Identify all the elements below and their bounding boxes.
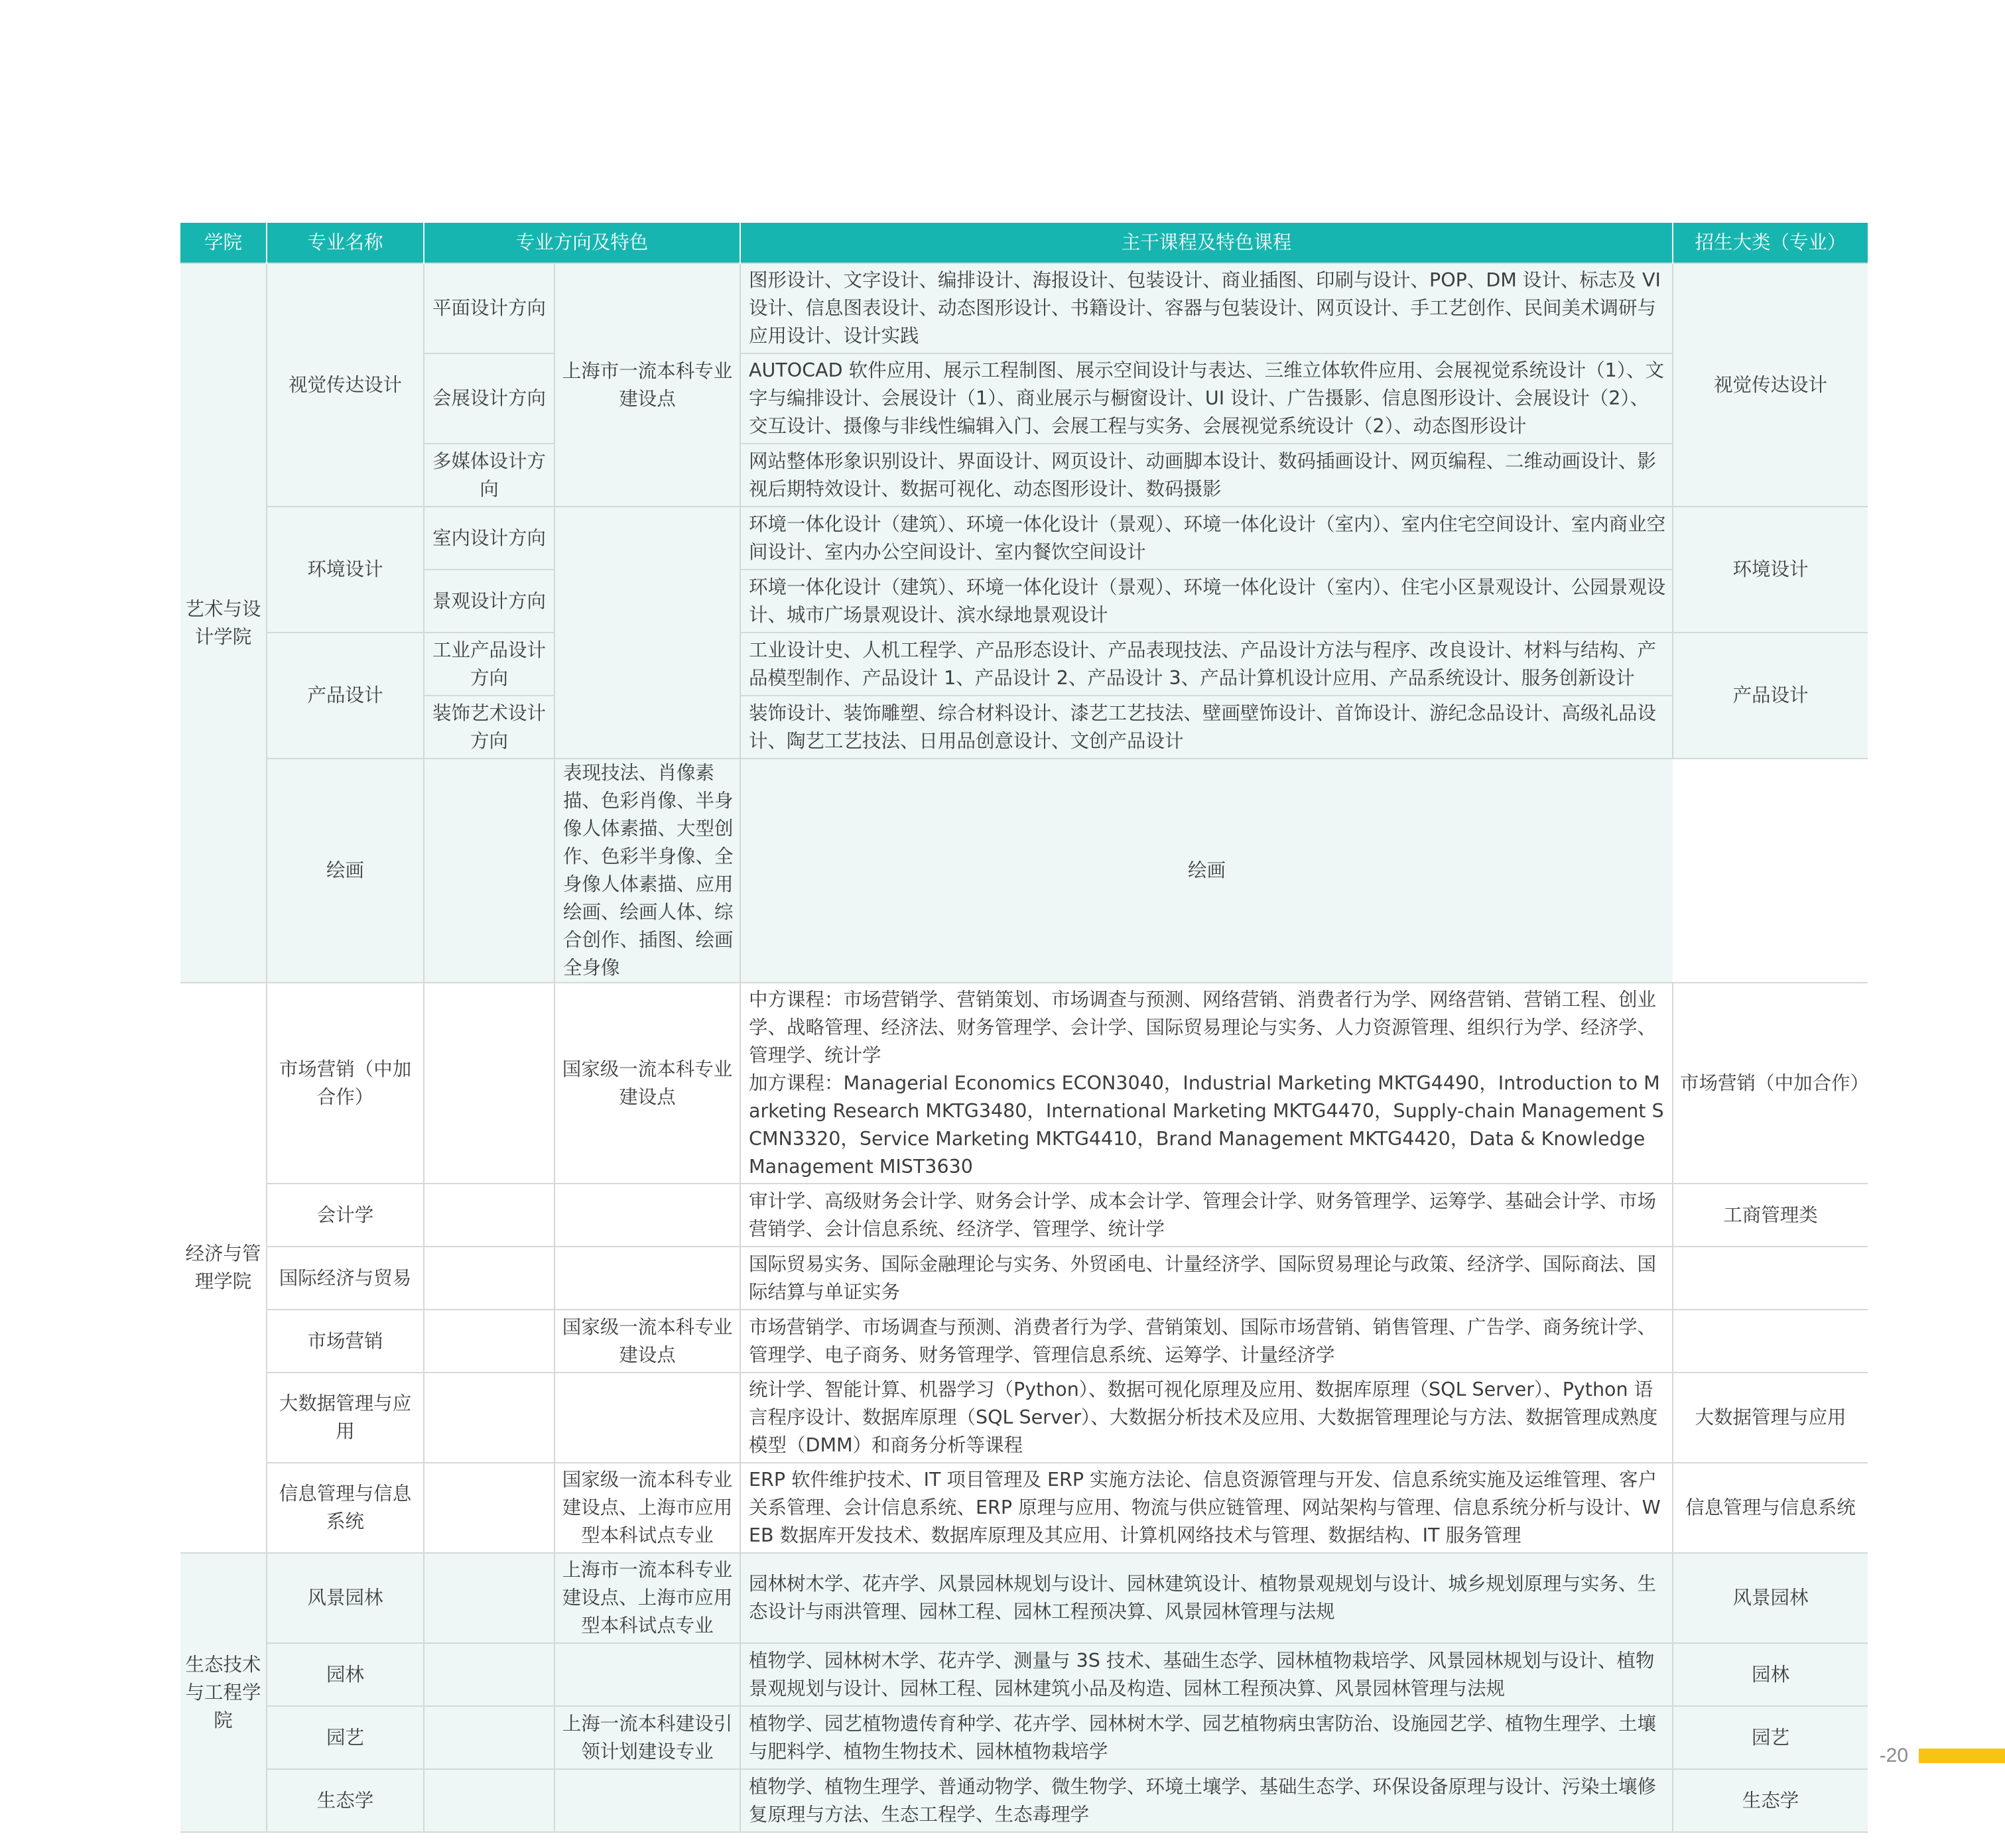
major-name: 风景园林 — [267, 1553, 424, 1643]
major-feature-empty — [554, 1769, 740, 1832]
course-list: 植物学、园艺植物遗传育种学、花卉学、园林树木学、园艺植物病虫害防治、设施园艺学、植物生理学、土壤与肥料学、植物生物技术、园林植物栽培学 — [740, 1706, 1673, 1769]
college-name: 经济与管理学院 — [180, 983, 267, 1553]
header-direction: 专业方向及特色 — [424, 223, 740, 263]
direction-empty — [424, 1184, 554, 1247]
major-name: 环境设计 — [267, 507, 424, 633]
major-feature-empty — [554, 1247, 740, 1310]
course-list: 图形设计、文字设计、编排设计、海报设计、包装设计、商业插图、印刷与设计、POP、DM 设计、标志及 VI 设计、信息图表设计、动态图形设计、书籍设计、容器与包装设计、网页设计、手工艺创作、民间美术调研与应用设计、设计实践 — [740, 263, 1673, 353]
header-major: 专业名称 — [267, 223, 424, 263]
enrollment-category: 园林 — [1673, 1643, 1868, 1706]
direction-empty — [424, 1247, 554, 1310]
major-feature-empty — [554, 1643, 740, 1706]
header-courses: 主干课程及特色课程 — [740, 223, 1673, 263]
table-header — [180, 223, 1868, 263]
enrollment-category: 生态学 — [1673, 1769, 1868, 1832]
direction-empty — [424, 1310, 554, 1373]
table-row — [180, 353, 1868, 444]
major-name: 市场营销（中加合作） — [267, 983, 424, 1184]
major-name: 生态学 — [267, 1769, 424, 1832]
course-list: 装饰设计、装饰雕塑、综合材料设计、漆艺工艺技法、壁画壁饰设计、首饰设计、游纪念品设计、高级礼品设计、陶艺工艺技法、日用品创意设计、文创产品设计 — [740, 696, 1673, 759]
enrollment-category: 市场营销（中加合作） — [1673, 983, 1868, 1184]
table-row — [180, 1247, 1868, 1310]
enrollment-category: 视觉传达设计 — [1673, 263, 1868, 507]
direction-empty — [424, 1706, 554, 1769]
direction-empty — [424, 1463, 554, 1553]
major-name: 绘画 — [267, 759, 424, 983]
course-list: 植物学、园林树木学、花卉学、测量与 3S 技术、基础生态学、园林植物栽培学、风景园林规划与设计、植物景观规划与设计、园林工程、园林建筑小品及构造、园林工程预决算、风景园林管理与法规 — [740, 1643, 1673, 1706]
course-list: ERP 软件维护技术、IT 项目管理及 ERP 实施方法论、信息资源管理与开发、信息系统实施及运维管理、客户关系管理、会计信息系统、ERP 原理与应用、物流与供应链管理、网站架构与管理、信息系统分析与设计、WEB 数据库开发技术、数据库原理及其应用、计算机网络技术与管理、数据结构、IT 服务管理 — [740, 1463, 1673, 1553]
enrollment-category: 绘画 — [740, 759, 1673, 983]
course-list: 环境一体化设计（建筑）、环境一体化设计（景观）、环境一体化设计（室内）、住宅小区景观设计、公园景观设计、城市广场景观设计、滨水绿地景观设计 — [740, 570, 1673, 633]
direction-empty — [424, 1643, 554, 1706]
table-row — [180, 633, 1868, 696]
header-enroll: 招生大类（专业） — [1673, 223, 1868, 263]
enrollment-category: 大数据管理与应用 — [1673, 1373, 1868, 1463]
table-row — [180, 983, 1868, 1184]
major-name: 信息管理与信息系统 — [267, 1463, 424, 1553]
course-list: 园林树木学、花卉学、风景园林规划与设计、园林建筑设计、植物景观规划与设计、城乡规划原理与实务、生态设计与雨洪管理、园林工程、园林工程预决算、风景园林管理与法规 — [740, 1553, 1673, 1643]
page-number: -20 — [1879, 1745, 1908, 1766]
direction-name: 平面设计方向 — [424, 263, 554, 353]
table-row — [180, 444, 1868, 507]
table-row — [180, 1706, 1868, 1769]
table-row — [180, 1463, 1868, 1553]
course-list: 植物学、植物生理学、普通动物学、微生物学、环境土壤学、基础生态学、环保设备原理与设计、污染土壤修复原理与方法、生态工程学、生态毒理学 — [740, 1769, 1673, 1832]
course-list: 表现技法、肖像素描、色彩肖像、半身像人体素描、大型创作、色彩半身像、全身像人体素描、应用绘画、绘画人体、综合创作、插图、绘画全身像 — [554, 759, 740, 983]
major-name: 会计学 — [267, 1184, 424, 1247]
direction-name: 装饰艺术设计方向 — [424, 696, 554, 759]
enrollment-category: 风景园林 — [1673, 1553, 1868, 1643]
major-name: 市场营销 — [267, 1310, 424, 1373]
table-row — [180, 570, 1868, 633]
major-feature: 上海市一流本科专业建设点、上海市应用型本科试点专业 — [554, 1553, 740, 1643]
canadian-courses: 加方课程：Managerial Economics ECON3040，Industrial Marketing MKTG4490，Introduction to Marketing Research MKTG3480，International Marketing MKTG4470，Supply-chain Management SCMN3320，Service Marketing MKTG4410，Brand Management MKTG4420，Data & Knowledge Management MIST3630 — [749, 1072, 1664, 1178]
major-name: 园林 — [267, 1643, 424, 1706]
table-row — [180, 759, 1868, 983]
major-name: 国际经济与贸易 — [267, 1247, 424, 1310]
course-list: 市场营销学、市场调查与预测、消费者行为学、营销策划、国际市场营销、销售管理、广告学、商务统计学、管理学、电子商务、财务管理学、管理信息系统、运筹学、计量经济学 — [740, 1310, 1673, 1373]
eco-engineering-college-group — [180, 1553, 1868, 1832]
course-list: 工业设计史、人机工程学、产品形态设计、产品表现技法、产品设计方法与程序、改良设计、材料与结构、产品模型制作、产品设计 1、产品设计 2、产品设计 3、产品计算机设计应用、产品系统设计、服务创新设计 — [740, 633, 1673, 696]
table-row — [180, 1184, 1868, 1247]
direction-empty — [424, 983, 554, 1184]
header-college: 学院 — [180, 223, 267, 263]
major-name: 园艺 — [267, 1706, 424, 1769]
major-name: 大数据管理与应用 — [267, 1373, 424, 1463]
direction-empty — [424, 1553, 554, 1643]
direction-empty — [424, 1373, 554, 1463]
college-name: 艺术与设计学院 — [180, 263, 267, 983]
direction-name: 会展设计方向 — [424, 353, 554, 444]
direction-name: 工业产品设计方向 — [424, 633, 554, 696]
major-feature: 国家级一流本科专业建设点、上海市应用型本科试点专业 — [554, 1463, 740, 1553]
course-list — [740, 983, 1673, 1184]
table-row — [180, 507, 1868, 570]
table-row — [180, 1553, 1868, 1643]
major-feature-empty — [554, 507, 740, 759]
major-feature-empty — [554, 1373, 740, 1463]
major-name: 视觉传达设计 — [267, 263, 424, 507]
table-row — [180, 1373, 1868, 1463]
major-feature: 上海一流本科建设引领计划建设专业 — [554, 1706, 740, 1769]
econ-management-college-group — [180, 983, 1868, 1553]
major-feature: 国家级一流本科专业建设点 — [554, 983, 740, 1184]
enrollment-empty — [1673, 1310, 1868, 1373]
table-row — [180, 1310, 1868, 1373]
page-footer — [1880, 1744, 2005, 1768]
course-list: 审计学、高级财务会计学、财务会计学、成本会计学、管理会计学、财务管理学、运筹学、基础会计学、市场营销学、会计信息系统、经济学、管理学、统计学 — [740, 1184, 1673, 1247]
table-row — [180, 1643, 1868, 1706]
enrollment-category: 产品设计 — [1673, 633, 1868, 759]
enrollment-empty — [1673, 1247, 1868, 1310]
enrollment-category: 信息管理与信息系统 — [1673, 1463, 1868, 1553]
course-list: AUTOCAD 软件应用、展示工程制图、展示空间设计与表达、三维立体软件应用、会展视觉系统设计（1）、文字与编排设计、会展设计（1）、商业展示与橱窗设计、UI 设计、广告摄影、信息图形设计、会展设计（2）、交互设计、摄像与非线性编辑入门、会展工程与实务、会展视觉系统设计（2）、动态图形设计 — [740, 353, 1673, 444]
major-feature-empty — [554, 1184, 740, 1247]
table-row — [180, 1769, 1868, 1832]
curriculum-table — [180, 223, 1868, 1833]
course-list: 网站整体形象识别设计、界面设计、网页设计、动画脚本设计、数码插画设计、网页编程、二维动画设计、影视后期特效设计、数据可视化、动态图形设计、数码摄影 — [740, 444, 1673, 507]
course-list: 国际贸易实务、国际金融理论与实务、外贸函电、计量经济学、国际贸易理论与政策、经济学、国际商法、国际结算与单证实务 — [740, 1247, 1673, 1310]
enrollment-category: 园艺 — [1673, 1706, 1868, 1769]
art-design-college-group — [180, 263, 1868, 983]
enrollment-category: 环境设计 — [1673, 507, 1868, 633]
college-name: 生态技术与工程学院 — [180, 1553, 267, 1832]
course-list: 统计学、智能计算、机器学习（Python）、数据可视化原理及应用、数据库原理（SQL Server）、Python 语言程序设计、数据库原理（SQL Server）、大数据分析技术及应用、大数据管理理论与方法、数据管理成熟度模型（DMM）和商务分析等课程 — [740, 1373, 1673, 1463]
major-feature: 国家级一流本科专业建设点 — [554, 1310, 740, 1373]
table-row — [180, 263, 1868, 353]
table-row — [180, 696, 1868, 759]
direction-empty — [424, 759, 554, 983]
chinese-courses: 中方课程：市场营销学、营销策划、市场调查与预测、网络营销、消费者行为学、网络营销、营销工程、创业学、战略管理、经济法、财务管理学、会计学、国际贸易理论与实务、人力资源管理、组织行为学、经济学、管理学、统计学 — [749, 988, 1657, 1066]
direction-name: 景观设计方向 — [424, 570, 554, 633]
enrollment-category: 工商管理类 — [1673, 1184, 1868, 1247]
direction-empty — [424, 1769, 554, 1832]
major-feature: 上海市一流本科专业建设点 — [554, 263, 740, 507]
major-name: 产品设计 — [267, 633, 424, 759]
course-list: 环境一体化设计（建筑）、环境一体化设计（景观）、环境一体化设计（室内）、室内住宅空间设计、室内商业空间设计、室内办公空间设计、室内餐饮空间设计 — [740, 507, 1673, 570]
direction-name: 多媒体设计方向 — [424, 444, 554, 507]
direction-name: 室内设计方向 — [424, 507, 554, 570]
page-accent-bar — [1919, 1749, 2005, 1763]
